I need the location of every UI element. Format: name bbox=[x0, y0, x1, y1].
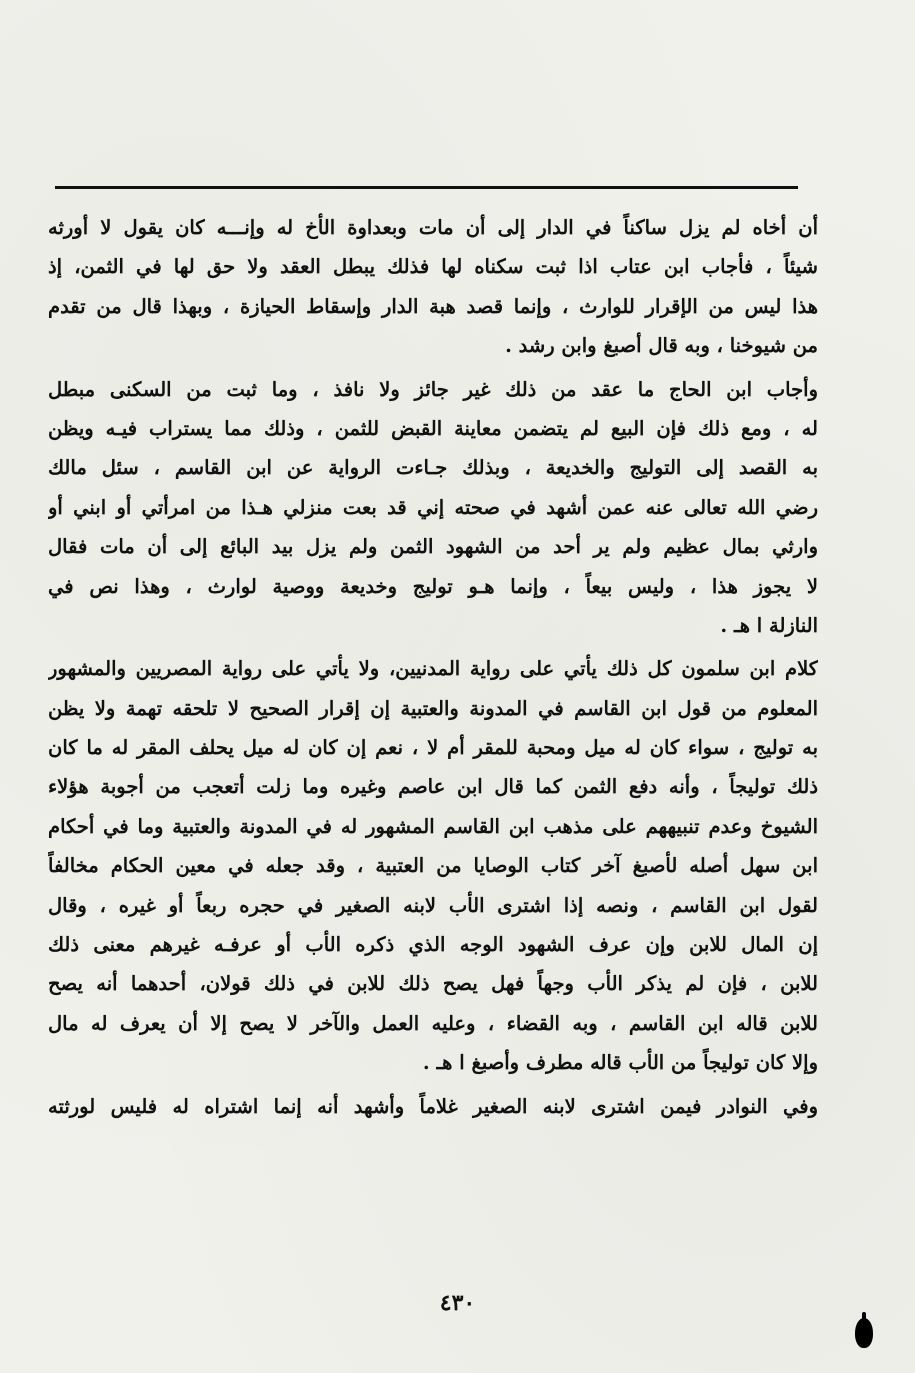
page-number: ٤٣٠ bbox=[439, 1290, 476, 1316]
text-line: لقول ابن القاسم ، ونصه إذا اشترى الأب لابنه الصغير في حجره ربعاً أو غيره ، وقال bbox=[48, 893, 818, 917]
header-rule bbox=[55, 186, 798, 189]
text-line: إن المال للابن وإن عرف الشهود الوجه الذي ذكره الأب أو عرفـه غيرهم معنى ذلك bbox=[48, 933, 818, 957]
body-text bbox=[48, 208, 818, 1126]
text-line: أن أخاه لم يزل ساكناً في الدار إلى أن مات وبعداوة الأخ له وإنـــه كان يقول لا أورثه bbox=[48, 216, 818, 239]
text-line: وفي النوادر فيمن اشترى لابنه الصغير غلاماً وأشهد أنه إنما اشتراه له فليس لورثته bbox=[48, 1094, 818, 1118]
text-line: وإلا كان توليجاً من الأب قاله مطرف وأصبغ ا هـ . bbox=[422, 1051, 818, 1075]
paragraph-3 bbox=[48, 649, 818, 1082]
text-line: وأجاب ابن الحاج ما عقد من ذلك غير جائز ولا نافذ ، وما ثبت من السكنى مبطل bbox=[48, 377, 818, 401]
text-line: له ، ومع ذلك فإن البيع لم يتضمن معاينة القبض للثمن ، وذلك مما يستراب فيـه ويظن bbox=[48, 416, 818, 440]
text-line: للابن قاله ابن القاسم ، وبه القضاء ، وعليه العمل والآخر لا يصح إلا أن يعرف له مال bbox=[48, 1011, 818, 1035]
text-line: لا يجوز هذا ، وليس بيعاً ، وإنما هـو توليج وخديعة ووصية لوارث ، وهذا نص في bbox=[48, 574, 818, 598]
text-line: شيئاً ، فأجاب ابن عتاب اذا ثبت سكناه لها فذلك يبطل العقد ولا حق لها في الثمن، إذ bbox=[48, 255, 818, 279]
paragraph-4 bbox=[48, 1087, 818, 1126]
text-line: رضي الله تعالى عنه عمن أشهد في صحته إني قد بعت منزلي هـذا من امرأتي أو ابني أو bbox=[48, 495, 818, 519]
text-line: كلام ابن سلمون كل ذلك يأتي على رواية المدنيين، ولا يأتي على رواية المصريين والمشهور bbox=[48, 657, 818, 681]
text-line: المعلوم من قول ابن القاسم في المدونة والعتبية إن إقرار الصحيح لا تلحقه تهمة ولا يظن bbox=[48, 696, 818, 720]
text-line: الشيوخ وعدم تنبيههم على مذهب ابن القاسم المشهور له في المدونة والعتبية وما في أحكام bbox=[48, 814, 818, 838]
text-line: للابن ، فإن لم يذكر الأب وجهاً فهل يصح ذلك للابن في ذلك قولان، أحدهما أنه يصح bbox=[48, 972, 818, 996]
text-line: النازلة ا هـ . bbox=[720, 613, 818, 637]
text-line: ابن سهل أصله لأصبغ آخر كتاب الوصايا من العتبية ، وقد جعله في معين الحكام مخالفاً bbox=[48, 854, 818, 878]
text-line: به القصد إلى التوليج والخديعة ، وبذلك جـاءت الرواية عن ابن القاسم ، سئل مالك bbox=[48, 456, 818, 480]
text-line: به توليج ، سواء كان له ميل ومحبة للمقر أم لا ، نعم إن كان له ميل يحلف المقر له ما كان bbox=[48, 736, 818, 760]
paragraph-2 bbox=[48, 370, 818, 646]
text-line: وارثي بمال عظيم ولم ير أحد من الشهود الثمن ولم يزل بيد البائع إلى أن مات فقال bbox=[48, 535, 818, 559]
paragraph-1 bbox=[48, 208, 818, 366]
text-line: ذلك توليجاً ، وأنه دفع الثمن كما قال ابن عاصم وغيره وما زلت أتعجب من أجوبة هؤلاء bbox=[48, 775, 818, 799]
text-line: هذا ليس من الإقرار للوارث ، وإنما قصد هبة الدار وإسقاط الحيازة ، وبهذا قال من تقدم bbox=[48, 294, 818, 318]
text-line: من شيوخنا ، وبه قال أصبغ وابن رشد . bbox=[505, 334, 818, 358]
ink-blot bbox=[855, 1318, 873, 1348]
